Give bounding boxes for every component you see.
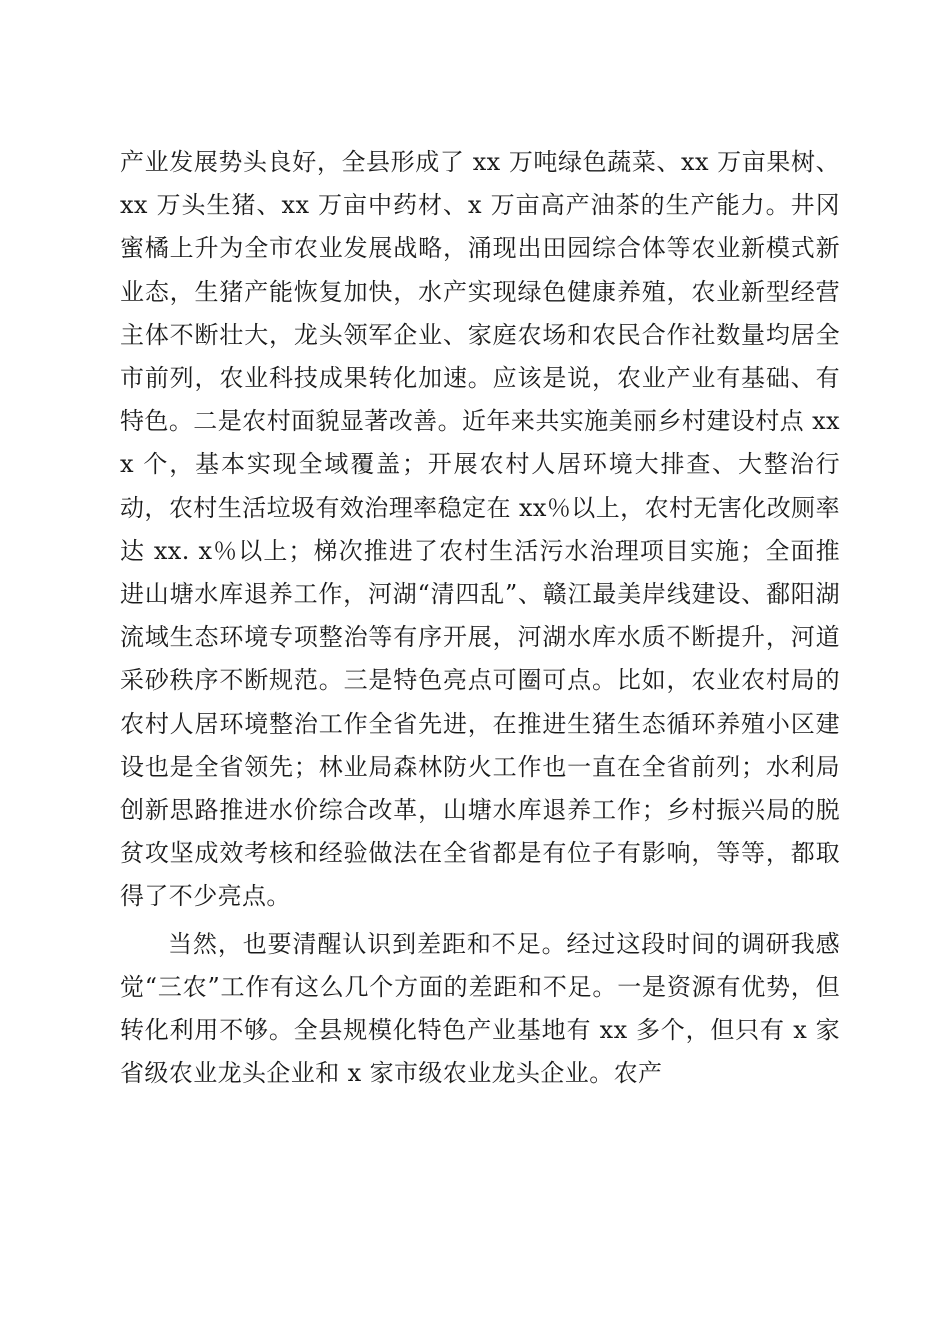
document-body bbox=[120, 141, 840, 1095]
paragraph-continued: 产业发展势头良好，全县形成了 xx 万吨绿色蔬菜、xx 万亩果树、xx 万头生猪、xx 万亩中药材、x 万亩高产油茶的生产能力。井冈蜜橘上升为全市农业发展战略，涌现出田园综合体等农业新模式新业态，生猪产能恢复加快，水产实现绿色健康养殖，农业新型经营主体不断壮大，龙头领军企业、家庭农场和农民合作社数量均居全市前列，农业科技成果转化加速。应该是说，农业产业有基础、有特色。二是农村面貌显著改善。近年来共实施美丽乡村建设村点 xxx 个，基本实现全域覆盖；开展农村人居环境大排查、大整治行动，农村生活垃圾有效治理率稳定在 xx％以上，农村无害化改厕率达 xx. x％以上；梯次推进了农村生活污水治理项目实施；全面推进山塘水库退养工作，河湖“清四乱”、赣江最美岸线建设、鄱阳湖流域生态环境专项整治等有序开展，河湖水库水质不断提升，河道采砂秩序不断规范。三是特色亮点可圈可点。比如，农业农村局的农村人居环境整治工作全省先进，在推进生猪生态循环养殖小区建设也是全省领先；林业局森林防火工作也一直在全省前列；水利局创新思路推进水价综合改革，山塘水库退养工作；乡村振兴局的脱贫攻坚成效考核和经验做法在全省都是有位子有影响，等等，都取得了不少亮点。 bbox=[120, 148, 840, 911]
paragraph: 当然，也要清醒认识到差距和不足。经过这段时间的调研我感觉“三农”工作有这么几个方面的差距和不足。一是资源有优势，但转化利用不够。全县规模化特色产业基地有 xx 多个，但只有 x 家省级农业龙头企业和 x 家市级农业龙头企业。农产 bbox=[120, 929, 840, 1088]
